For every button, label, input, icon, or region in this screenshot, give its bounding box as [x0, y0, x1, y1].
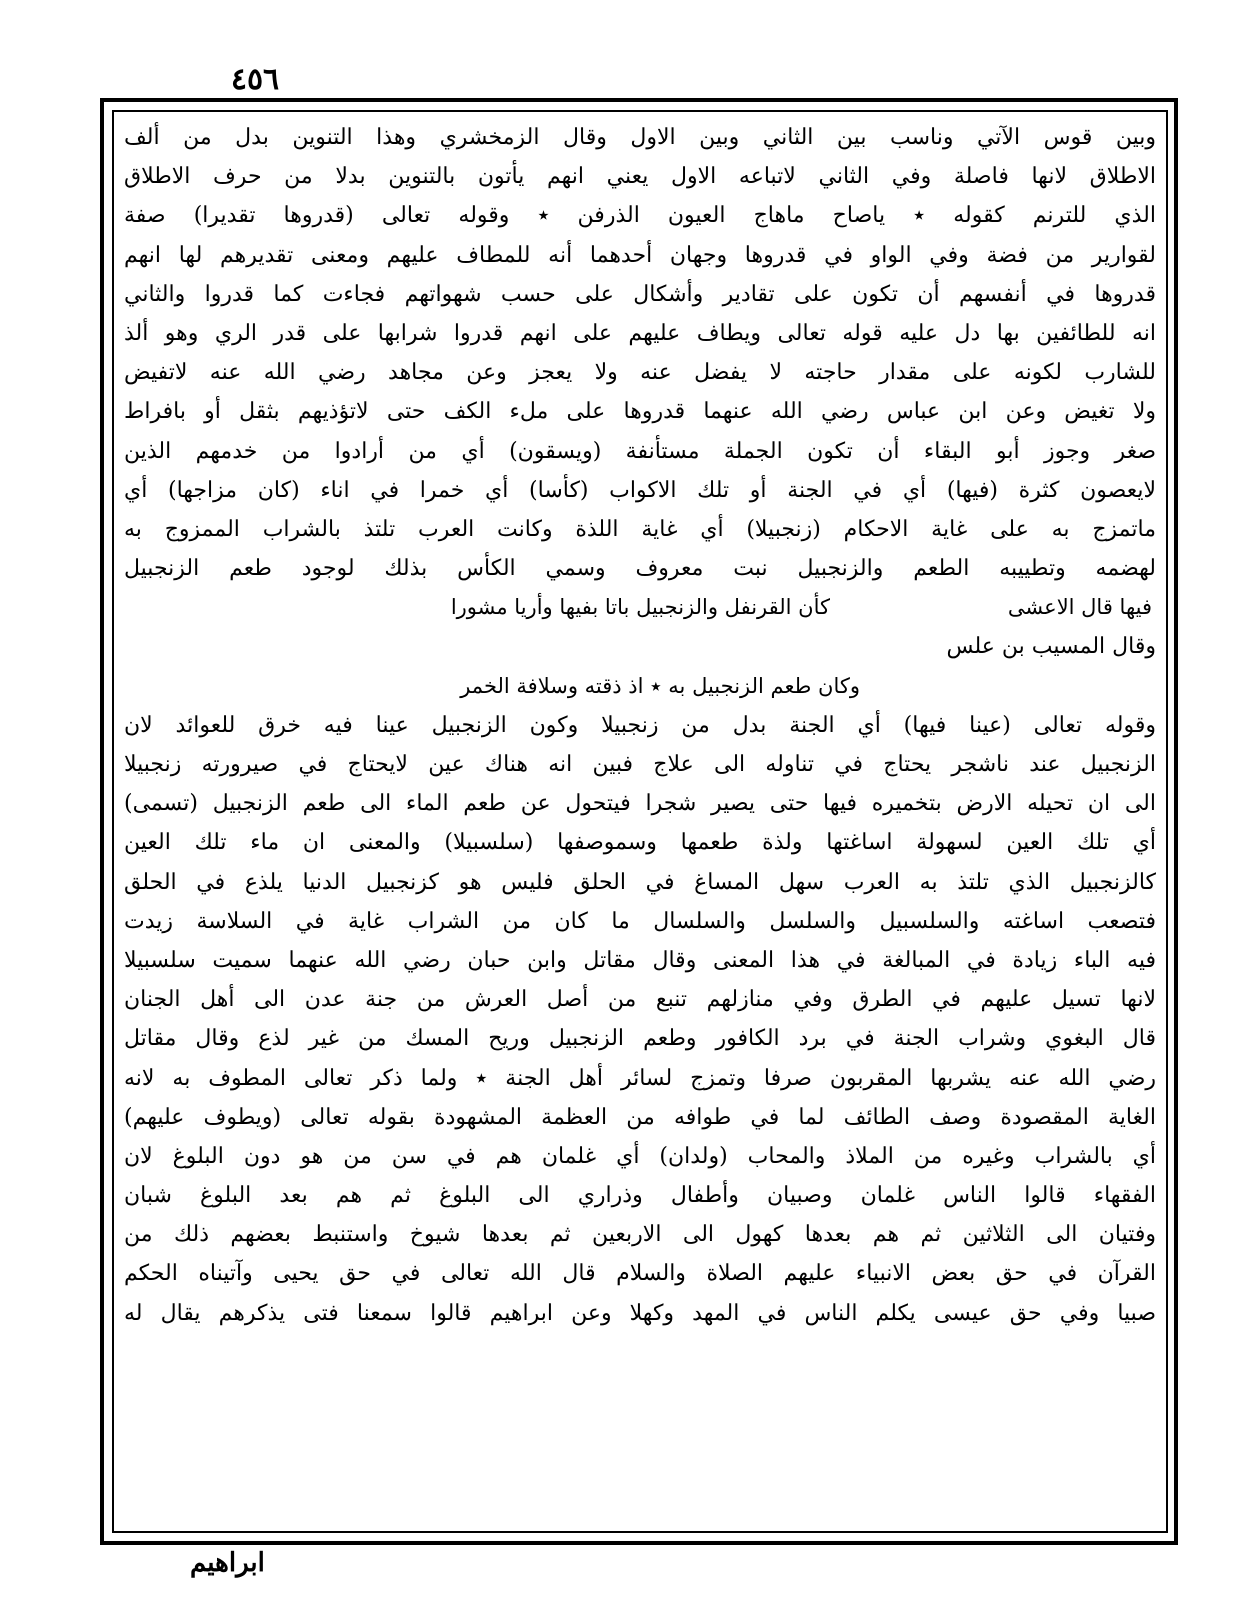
text-line: صبيا وفي حق عيسى يكلم الناس في المهد وكهلا وعن ابراهيم قالوا سمعنا فتى يذكرهم يقال له: [124, 1300, 1156, 1326]
attribution-line: وقال المسيب بن علس: [946, 634, 1156, 660]
text-line: القرآن في حق بعض الانبياء عليهم الصلاة والسلام قال الله تعالى في حق يحيى وآتيناه الحكم: [124, 1261, 1156, 1287]
verse-text: وكان طعم الزنجبيل به ٭ اذ ذقته وسلافة الخمر: [460, 673, 860, 698]
text-line: قدروها في أنفسهم أن تكون على تقادير وأشكال على حسب شهواتهم فجاءت كما قدروا والثاني: [124, 281, 1156, 307]
text-line: كالزنجبيل الذي تلتذ به العرب سهل المساغ في الحلق فليس هو كزنجبيل الدنيا يلذع في الحلق: [124, 869, 1157, 895]
text-line: للشارب لكونه على مقدار حاجته لا يفضل عنه ولا يعجز وعن مجاهد رضي الله عنه لاتفيض: [124, 360, 1156, 386]
text-line: ولا تغيض وعن ابن عباس رضي الله عنهما قدروها على ملء الكف حتى لاتؤذيهم بثقل أو بافراط: [124, 399, 1156, 425]
text-line: الغاية المقصودة وصف الطائف لما في طوافه من العظمة المشهودة بقوله تعالى (ويطوف عليهم): [124, 1104, 1156, 1130]
text-line: لانها تسيل عليهم في الطرق وفي منازلهم تنبع من أصل العرش من جنة عدن الى أهل الجنان: [124, 987, 1156, 1013]
text-line: الفقهاء قالوا الناس غلمان وصبيان وأطفال وذراري الى البلوغ ثم هم بعد البلوغ شبان: [124, 1183, 1156, 1209]
poet-attribution: فيها قال الاعشى: [1007, 595, 1152, 620]
text-line: الزنجبيل عند ناشجر يحتاج في تناوله الى علاج فبين انه هناك عين لايحتاج في صيرورته زنجبيلا: [124, 752, 1156, 777]
verse-text: كأن القرنفل والزنجبيل باتا بفيها وأريا مشورا: [450, 595, 830, 620]
text-line: انه للطائفين بها دل عليه قوله تعالى ويطاف عليهم على انهم قدروا شرابها على قدر الري وهو ألذ: [124, 320, 1156, 346]
text-line: قال البغوي وشراب الجنة في برد الكافور وطعم الزنجبيل وريح المسك من غير لذع وقال مقاتل: [124, 1026, 1156, 1052]
text-line: فتصعب اساغته والسلسبيل والسلسل والسلسال ما كان من الشراب غاية في السلاسة زيدت: [124, 908, 1156, 934]
body-text: [120, 118, 1160, 1528]
text-line: فيه الباء زيادة في المبالغة في هذا المعنى وقال مقاتل وابن حبان رضي الله عنهما سميت سلسبيلا: [124, 947, 1156, 973]
text-line: الاطلاق لانها فاصلة وفي الثاني لاتباعه الاول يعني انهم يأتون بالتنوين بدلا من حرف الاطلاق: [124, 164, 1156, 190]
verse-line-al-asha: [120, 588, 1160, 627]
page-number: ٤٥٦: [230, 62, 280, 97]
text-line: رضي الله عنه يشربها المقربون صرفا وتمزج لسائر أهل الجنة ٭ ولما ذكر تعالى المطوف به لانه: [124, 1065, 1156, 1091]
text-line: وبين قوس الآتي وناسب بين الثاني وبين الاول وقال الزمخشري وهذا التنوين بدل من ألف: [124, 125, 1156, 150]
text-line: الى ان تحيله الارض بتخميره فيها حتى يصير شجرا فيتحول عن طعم الماء الى طعم الزنجبيل (تسمى): [124, 791, 1156, 817]
text-line: وقوله تعالى (عينا فيها) أي الجنة بدل من زنجبيلا وكون الزنجبيل عينا فيه خرق للعوائد لان: [124, 712, 1156, 738]
text-line: لقوارير من فضة وفي الواو في قدروها وجهان أحدهما أنه للمطاف عليهم ومعنى تقديرهم لها انهم: [124, 242, 1156, 268]
text-line: لهضمه وتطييبه الطعم والزنجبيل نبت معروف وسمي الكأس بذلك لوجود طعم الزنجبيل: [124, 556, 1156, 582]
text-line: صغر وجوز أبو البقاء أن تكون الجملة مستأنفة (ويسقون) أي من أرادوا من خدمهم الذين: [124, 438, 1156, 464]
text-line: الذي للترنم كقوله ٭ ياصاح ماهاج العيون الذرفن ٭ وقوله تعالى (قدروها تقديرا) صفة: [124, 203, 1156, 229]
text-line: وفتيان الى الثلاثين ثم هم بعدها كهول الى الاربعين ثم بعدها شيوخ واستنبط بعضهم ذلك من: [124, 1222, 1156, 1248]
verse-line-musayyab: [120, 667, 1160, 706]
text-line: أي تلك العين لسهولة اساغتها ولذة طعمها وسموصفها (سلسبيلا) والمعنى ان ماء تلك العين: [124, 830, 1156, 856]
text-line: أي بالشراب وغيره من الملاذ والمحاب (ولدان) أي غلمان هم في سن من هو دون البلوغ لان: [124, 1143, 1156, 1169]
catchword: ابراهيم: [190, 1548, 265, 1578]
text-line: لايعصون كثرة (فيها) أي في الجنة أو تلك الاكواب (كأسا) أي خمرا في اناء (كان مزاجها) أي: [124, 477, 1156, 503]
text-line: ماتمزج به على غاية الاحكام (زنجبيلا) أي غاية اللذة وكانت العرب تلتذ بالشراب الممزوج به: [124, 516, 1156, 542]
